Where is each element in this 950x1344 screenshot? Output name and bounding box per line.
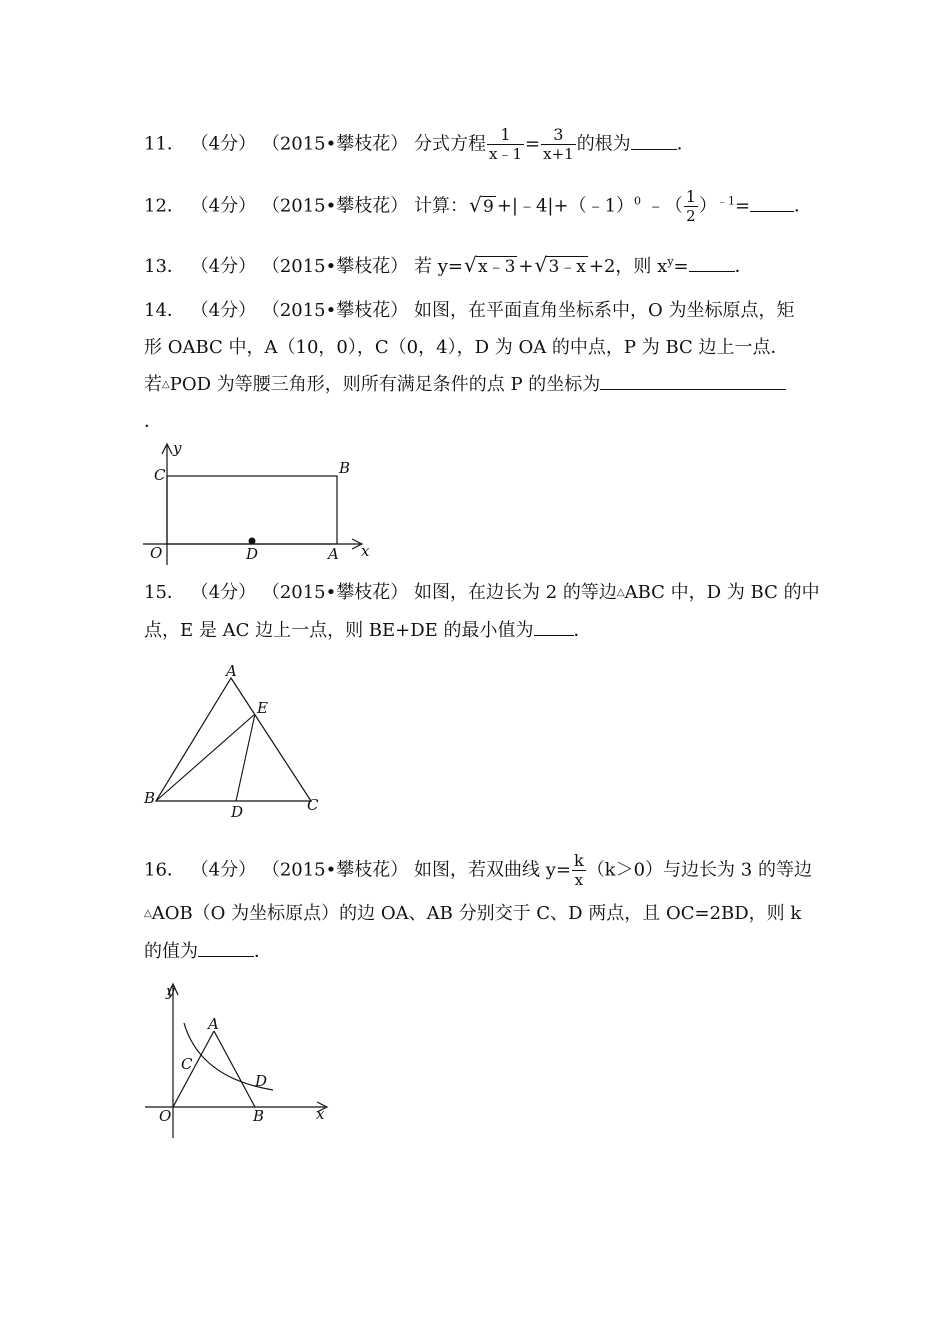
label-c: C <box>181 1055 193 1073</box>
q14-answer-blank[interactable] <box>600 373 786 390</box>
label-c: C <box>154 466 166 484</box>
label-x: x <box>316 1105 325 1123</box>
label-c: C <box>307 796 319 814</box>
label-a: A <box>226 662 237 680</box>
q13-source: （2015•攀枝花） <box>261 256 409 277</box>
label-y: y <box>173 440 182 457</box>
q12-source: （2015•攀枝花） <box>261 195 409 217</box>
q14-number: 14． <box>144 300 185 321</box>
q15-answer-blank[interactable] <box>534 619 574 636</box>
q11-source: （2015•攀枝花） <box>261 133 409 155</box>
q13-sqrt-1: √ x﹣3 <box>464 255 517 279</box>
q14-source: （2015•攀枝花） <box>261 300 409 321</box>
question-12: 12． （4分） （2015•攀枝花） 计算：√ 9 +|﹣4|+（﹣1）$^0$ ﹣（ $\frac{1}{2}$ ）$^{﹣1}$= ． <box>144 188 812 225</box>
question-15-line-2: 点，E 是 AC 边上一点，则 BE+DE 的最小值为 ． <box>144 620 592 641</box>
question-13: 13． （4分） （2015•攀枝花） 若 y=√ x﹣3 +√ 3﹣x +2，则 $x^y=$ ． <box>144 250 753 279</box>
figure-16 <box>140 978 340 1143</box>
label-y: y <box>166 982 175 1000</box>
figure-15 <box>140 660 340 825</box>
q11-answer-blank[interactable] <box>631 133 677 150</box>
q15-score: （4分） <box>190 582 257 603</box>
q15-number: 15． <box>144 582 185 603</box>
question-16-line-1: 16． （4分） （2015•攀枝花） 如图，若双曲线 y= $\frac{k}{x}$ （k＞0）与边长为 3 的等边 <box>144 851 812 889</box>
question-15-line-1: 15． （4分） （2015•攀枝花） 如图，在边长为 2 的等边△ABC 中，D 为 BC 的中 <box>144 582 820 603</box>
q12-number: 12． <box>144 195 185 217</box>
q13-number: 13． <box>144 256 185 277</box>
label-o: O <box>150 544 163 562</box>
label-d: D <box>246 545 259 563</box>
q12-answer-blank[interactable] <box>750 195 794 212</box>
question-16-line-2: △AOB（O 为坐标原点）的边 OA、AB 分别交于 C、D 两点，且 OC=2BD，则 k <box>144 903 802 924</box>
label-d: D <box>255 1072 268 1090</box>
segment-be <box>156 714 255 801</box>
q16-source: （2015•攀枝花） <box>261 859 409 881</box>
question-14-line-4: ． <box>144 411 162 432</box>
q12-fraction: $\frac{1}{2}$ <box>685 187 696 225</box>
question-11: 11． （4分） （2015•攀枝花） 分式方程 $\frac{1}{x﹣1}$ = $\frac{3}{x+1}$ 的根为 ． <box>144 125 695 163</box>
q11-fraction-1: $\frac{1}{x﹣1}$ <box>489 125 523 163</box>
label-x: x <box>361 542 370 560</box>
segment-ab <box>214 1031 255 1107</box>
q12-sqrt: √ 9 <box>469 195 496 219</box>
label-a: A <box>208 1015 219 1033</box>
point-d <box>249 538 256 545</box>
q15-source: （2015•攀枝花） <box>261 582 409 603</box>
q13-score: （4分） <box>190 256 257 277</box>
question-16-line-3: 的值为 ． <box>144 941 272 962</box>
question-14-line-3: 若△POD 为等腰三角形，则所有满足条件的点 P 的坐标为 <box>144 373 786 397</box>
segment-oa <box>173 1031 214 1107</box>
q16-score: （4分） <box>190 859 257 881</box>
q16-answer-blank[interactable] <box>198 940 254 957</box>
q13-sqrt-2: √ 3﹣x <box>534 255 587 279</box>
q11-fraction-2: $\frac{3}{x+1}$ <box>543 125 574 163</box>
question-14-line-2: 形 OABC 中，A（10，0），C（0，4），D 为 OA 的中点，P 为 BC 边上一点． <box>144 337 789 358</box>
figure-14 <box>140 440 380 570</box>
q11-score: （4分） <box>190 133 257 155</box>
q16-fraction: $\frac{k}{x}$ <box>573 851 584 889</box>
label-a: A <box>328 545 339 563</box>
q12-score: （4分） <box>190 195 257 217</box>
q16-number: 16． <box>144 859 185 881</box>
label-d: D <box>231 803 244 821</box>
q11-text: 分式方程 <box>414 133 486 155</box>
segment-de <box>236 714 255 801</box>
label-e: E <box>257 699 268 717</box>
label-b: B <box>253 1107 265 1125</box>
q11-number: 11． <box>144 133 185 155</box>
question-14-line-1: 14． （4分） （2015•攀枝花） 如图，在平面直角坐标系中，O 为坐标原点，矩 <box>144 300 795 321</box>
q14-score: （4分） <box>190 300 257 321</box>
label-b: B <box>339 459 351 477</box>
q13-answer-blank[interactable] <box>689 255 735 272</box>
rectangle-oabc <box>167 476 337 544</box>
label-o: O <box>159 1107 172 1125</box>
label-b: B <box>144 789 156 807</box>
triangle-abc <box>156 678 311 801</box>
